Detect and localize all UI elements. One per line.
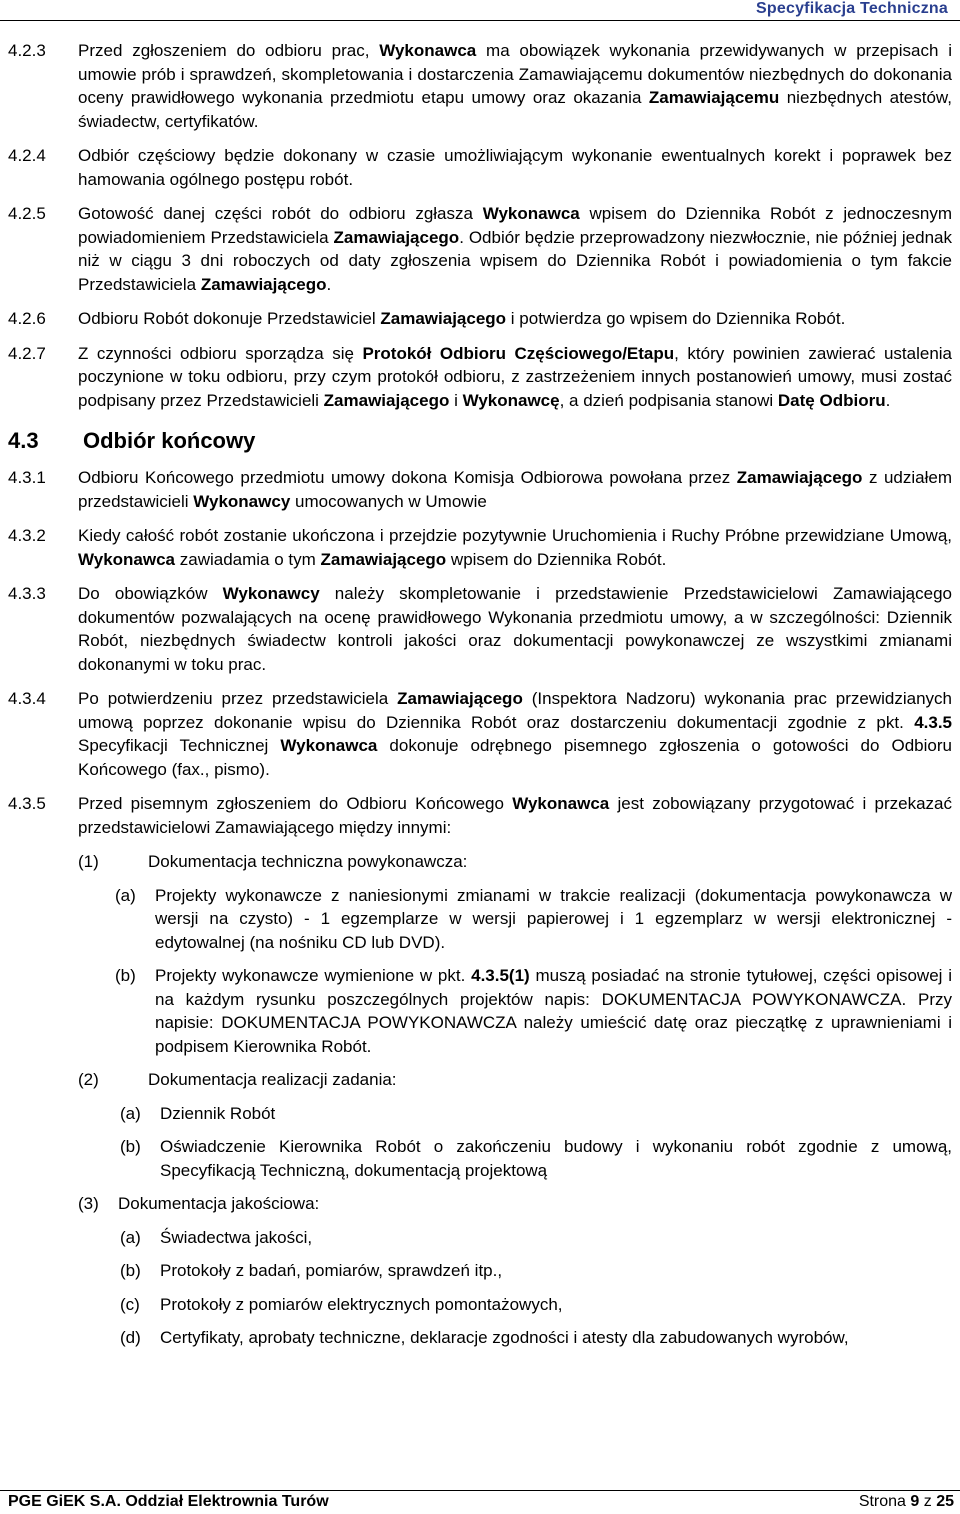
footer-company: PGE GiEK S.A. Oddział Elektrownia Turów <box>8 1493 329 1510</box>
section-4-2-3 <box>8 39 952 133</box>
list-label: (d) <box>120 1328 141 1347</box>
list-label: (1) <box>78 852 99 871</box>
section-4-2-7 <box>8 342 952 413</box>
list-label: (b) <box>120 1261 141 1280</box>
list-label: (a) <box>120 1227 141 1247</box>
section-number: 4.3.1 <box>8 468 46 487</box>
list-label: (a) <box>120 1103 141 1123</box>
page-number: Strona 9 z 25 <box>858 1493 954 1510</box>
section-4-3-2 <box>8 524 952 571</box>
list-text: Projekty wykonawcze z naniesionymi zmianami w trakcie realizacji (dokumentacja powykonawcza w wersji na czysto) - 1 egzemplarze w wersji papierowej i 1 egzemplarz w wersji elektronicznej - edytowalnej (na nośniku CD lub DVD). <box>155 885 952 952</box>
page-footer <box>0 1490 960 1514</box>
section-number: 4.2.3 <box>8 41 46 60</box>
heading-4-3 <box>8 428 952 454</box>
section-4-2-5 <box>8 202 952 296</box>
section-text: Odbioru Robót dokonuje Przedstawiciel Zamawiającego i potwierdza go wpisem do Dziennika Robót. <box>78 309 846 328</box>
section-number: 4.2.7 <box>8 343 46 363</box>
heading-number: 4.3 <box>8 428 39 453</box>
section-text: Z czynności odbioru sporządza się Protokół Odbioru Częściowego/Etapu, który powinien zawierać ustalenia poczynione w toku odbioru, przy czym protokół odbioru, z zastrzeżeniem innych postanowień umowy, musi zostać podpisany przez Przedstawicieli Zamawiającego i Wykonawcę, a dzień podpisania stanowi Datę Odbioru. <box>78 343 953 410</box>
list-text: Dokumentacja techniczna powykonawcza: <box>148 852 468 871</box>
section-4-2-6 <box>8 307 952 331</box>
list-item-2 <box>8 1068 952 1092</box>
list-item-2a <box>8 1102 952 1126</box>
section-text: Przed pisemnym zgłoszeniem do Odbioru Końcowego Wykonawca jest zobowiązany przygotować i przekazać przedstawicielowi Zamawiającego między innymi: <box>78 794 953 837</box>
list-text: Świadectwa jakości, <box>160 1227 313 1247</box>
list-text: Dziennik Robót <box>160 1103 276 1123</box>
list-label: (a) <box>115 885 136 905</box>
list-item-3 <box>8 1192 952 1216</box>
heading-title: Odbiór końcowy <box>83 428 256 453</box>
section-text: Przed zgłoszeniem do odbioru prac, Wykonawca ma obowiązek wykonania przewidywanych w przepisach i umowie prób i sprawdzeń, skompletowania i dostarczenia Zamawiającemu dokumentów niezbędnych do dokonania oceny prawidłowego wykonania przedmiotu etapu umowy oraz okazania Zamawiającemu niezbędnych atestów, świadectw, certyfikatów. <box>78 41 952 131</box>
list-text: Protokoły z pomiarów elektrycznych pomontażowych, <box>160 1294 563 1314</box>
list-label: (b) <box>115 966 136 985</box>
section-4-3-4 <box>8 687 952 781</box>
section-text: Odbioru Końcowego przedmiotu umowy dokona Komisja Odbiorowa powołana przez Zamawiającego z udziałem przedstawicieli Wykonawcy umocowanych w Umowie <box>78 468 952 511</box>
list-text: Certyfikaty, aprobaty techniczne, deklaracje zgodności i atesty dla zabudowanych wyrobów, <box>160 1328 849 1347</box>
section-4-3-3 <box>8 582 952 676</box>
section-4-3-5 <box>8 792 952 839</box>
list-text: Projekty wykonawcze wymienione w pkt. 4.3.5(1) muszą posiadać na stronie tytułowej, części opisowej i na każdym rysunku poszczególnych projektów napis: DOKUMENTACJA POWYKONAWCZA. Przy napisie: DOKUMENTACJA POWYKONAWCZA należy umieścić datę oraz pieczątkę z uprawnieniami i podpisem Kierownika Robót. <box>155 966 952 1056</box>
section-number: 4.3.3 <box>8 584 46 603</box>
list-text: Dokumentacja jakościowa: <box>118 1194 320 1213</box>
list-label: (b) <box>120 1137 141 1156</box>
list-text: Protokoły z badań, pomiarów, sprawdzeń itp., <box>160 1261 503 1280</box>
section-4-3-1 <box>8 466 952 513</box>
list-text: Dokumentacja realizacji zadania: <box>148 1070 397 1089</box>
list-item-3a <box>8 1226 952 1250</box>
list-label: (c) <box>120 1294 140 1314</box>
list-item-3d <box>8 1326 952 1350</box>
section-text: Kiedy całość robót zostanie ukończona i przejdzie pozytywnie Uruchomienia i Ruchy Próbne przewidziane Umową, Wykonawca zawiadamia o tym Zamawiającego wpisem do Dziennika Robót. <box>78 526 952 569</box>
list-item-1 <box>8 850 952 874</box>
section-text: Odbiór częściowy będzie dokonany w czasie umożliwiającym wykonanie ewentualnych korekt i poprawek bez hamowania ogólnego postępu robót. <box>78 146 952 189</box>
list-item-1b <box>8 964 952 1058</box>
header-title: Specyfikacja Techniczna <box>756 0 948 17</box>
section-text: Po potwierdzeniu przez przedstawiciela Zamawiającego (Inspektora Nadzoru) wykonania prac przewidzianych umową poprzez dokonanie wpisu do Dziennika Robót oraz dostarczeniu dokumentacji zgodnie z pkt. 4.3.5 Specyfikacji Technicznej Wykonawca dokonuje odrębnego pisemnego zgłoszenia o gotowości do Odbioru Końcowego (fax., pismo). <box>78 689 952 779</box>
document-body <box>8 39 952 1360</box>
list-label: (2) <box>78 1070 99 1089</box>
list-item-3b <box>8 1259 952 1283</box>
section-number: 4.3.2 <box>8 526 46 545</box>
section-number: 4.2.4 <box>8 146 46 165</box>
section-text: Gotowość danej części robót do odbioru zgłasza Wykonawca wpisem do Dziennika Robót z jednoczesnym powiadomieniem Przedstawiciela Zamawiającego. Odbiór będzie przeprowadzony niezwłocznie, nie później jednak niż w ciągu 3 dni roboczych od daty zgłoszenia wpisem do Dziennika Robót i powiadomienia o tym fakcie Przedstawiciela Zamawiającego. <box>78 204 953 294</box>
list-item-1a <box>8 884 952 955</box>
list-text: Oświadczenie Kierownika Robót o zakończeniu budowy i wykonaniu robót zgodnie z umową, Specyfikacją Techniczną, dokumentacją projektową <box>160 1137 952 1180</box>
section-number: 4.3.5 <box>8 794 46 813</box>
section-number: 4.2.5 <box>8 204 46 223</box>
section-number: 4.3.4 <box>8 689 46 708</box>
list-item-3c <box>8 1293 952 1317</box>
list-label: (3) <box>78 1194 99 1213</box>
section-text: Do obowiązków Wykonawcy należy skompletowanie i przedstawienie Przedstawicielowi Zamawiającego dokumentów pozwalających na ocenę prawidłowego Wykonania przedmiotu umowy, a w szczególności: Dziennik Robót, niezbędnych świadectw kontroli jakości oraz dokumentacji powykonawczej ze wszystkimi zmianami dokonanymi w toku prac. <box>78 584 952 674</box>
section-4-2-4 <box>8 144 952 191</box>
section-number: 4.2.6 <box>8 309 46 328</box>
list-item-2b <box>8 1135 952 1182</box>
page-header <box>0 0 960 21</box>
